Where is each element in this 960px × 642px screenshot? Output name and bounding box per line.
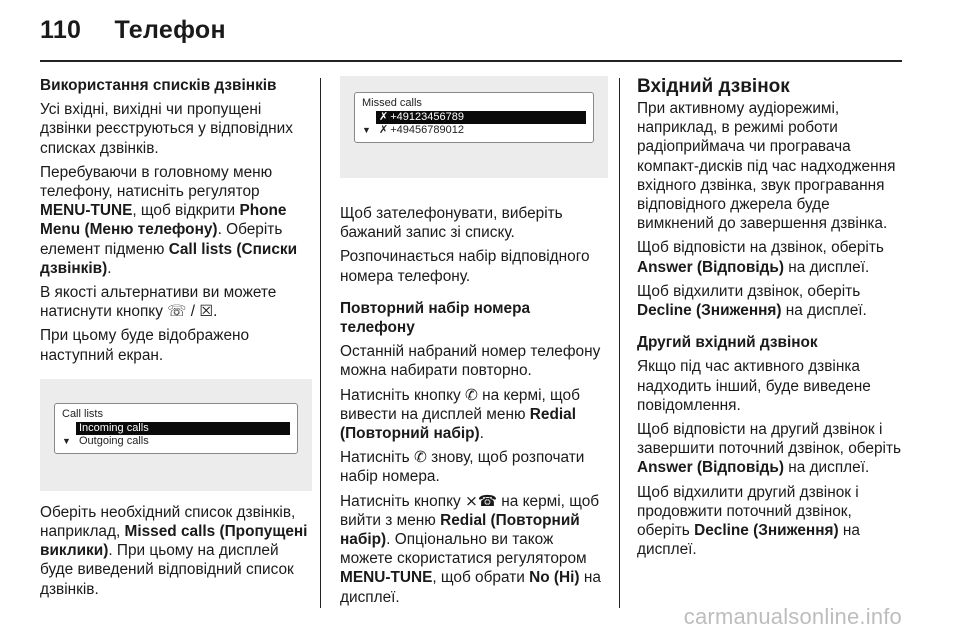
- menu-name: Phone Menu (Меню телефону): [40, 202, 287, 239]
- menu-name: Answer (Відповідь): [637, 258, 784, 276]
- paragraph: Якщо під час активного дзвінка надходить інший, буде виведене повідомлення.: [637, 358, 871, 414]
- section-title-redial: Повторний набір номера телефону: [340, 299, 531, 337]
- menu-name: Decline (Зниження): [637, 302, 782, 320]
- list-item: ▼ Outgoing calls: [62, 434, 149, 447]
- list-item-selected: ✗ +49123456789: [376, 111, 586, 124]
- paragraph: При активному аудіорежимі, наприклад, в режимі роботи радіоприймача чи програвача компакт-дисків під час надходження вхідного дзвінка, звук програвання відповідного джерела буде вимкнений до завершення дзвінка.: [637, 100, 896, 233]
- column-3: [637, 76, 905, 564]
- missed-call-icon: ✗: [379, 111, 389, 123]
- arrow-down-icon: ▼: [62, 435, 71, 446]
- paragraph: Останній набраний номер телефону можна набирати повторно.: [340, 343, 601, 380]
- paragraph: При цьому буде відображено наступний екран.: [40, 327, 250, 364]
- menu-name: No (Ні): [529, 569, 580, 587]
- missed-call-icon: ✗: [379, 124, 389, 136]
- display-title: Missed calls: [362, 97, 422, 109]
- list-item-selected: Incoming calls: [76, 422, 290, 435]
- paragraph: Розпочинається набір відповідного номера телефону.: [340, 248, 590, 285]
- phone-call-icon: ✆: [464, 386, 478, 404]
- display-screenshot-call-lists: [40, 379, 312, 491]
- page-title: Телефон: [114, 16, 226, 44]
- menu-name: Decline (Зниження): [694, 522, 839, 540]
- display-frame: [54, 403, 298, 454]
- paragraph: Натисніть кнопку ⨯☎ на кермі, щоб вийти з меню Redial (Повторний набір). Опціонально ви також можете скористатися регулятором MENU-TUNE, щоб обрати No (Ні) на дисплеї.: [340, 492, 601, 606]
- paragraph: Щоб відхилити другий дзвінок і продовжити поточний дзвінок, оберіть Decline (Зниження) на дисплеї.: [637, 483, 860, 559]
- section-title-call-lists: Використання списків дзвінків: [40, 77, 277, 94]
- menu-name: Call lists (Списки дзвінків): [40, 240, 298, 277]
- phone-call-icon: ✆: [413, 449, 427, 467]
- display-frame: [354, 92, 594, 143]
- section-title-incoming-call: Вхідний дзвінок: [637, 76, 790, 97]
- header-rule: [40, 60, 902, 62]
- arrow-down-icon: ▼: [362, 125, 371, 135]
- paragraph: Щоб відхилити дзвінок, оберіть Decline (Зниження) на дисплеї.: [637, 282, 867, 320]
- hang-up-icon: ⨯☎: [464, 492, 498, 510]
- menu-name: Redial (Повторний набір): [340, 511, 580, 549]
- menu-name: Answer (Відповідь): [637, 459, 784, 477]
- page-number: 110: [40, 16, 82, 44]
- page-header: [40, 16, 226, 45]
- paragraph: Оберіть необхідний список дзвінків, наприклад, Missed calls (Пропущені виклики). При цьому на дисплей буде виведений відповідний список дзвінків.: [40, 503, 308, 598]
- phone-icon: ☏ / ☒: [167, 303, 214, 321]
- column-divider-1: [320, 78, 321, 608]
- paragraph: Щоб відповісти на дзвінок, оберіть Answer (Відповідь) на дисплеї.: [637, 239, 884, 276]
- list-item: ▼ ✗ +49456789012: [362, 124, 464, 136]
- control-name: MENU-TUNE: [40, 202, 133, 220]
- menu-name: Missed calls (Пропущені виклики): [40, 523, 308, 560]
- paragraph: В якості альтернативи ви можете натиснути кнопку ☏ / ☒.: [40, 284, 277, 321]
- display-title: Call lists: [62, 407, 103, 420]
- paragraph: Натисніть кнопку ✆ на кермі, щоб вивести на дисплей меню Redial (Повторний набір).: [340, 386, 580, 443]
- list-item: [362, 111, 586, 124]
- column-1: [40, 76, 312, 604]
- paragraph: Щоб відповісти на другий дзвінок і завершити поточний дзвінок, оберіть Answer (Відповідь) на дисплеї.: [637, 421, 902, 477]
- watermark: carmanualsonline.info: [683, 604, 902, 629]
- paragraph: Натисніть ✆ знову, щоб розпочати набір номера.: [340, 449, 585, 486]
- control-name: MENU-TUNE: [340, 569, 433, 587]
- menu-name: Redial (Повторний набір): [340, 405, 576, 443]
- display-screenshot-missed-calls: [340, 76, 608, 178]
- paragraph: Перебуваючи в головному меню телефону, натисніть регулятор MENU-TUNE, щоб відкрити Phone Menu (Меню телефону). Оберіть елемент підменю Call lists (Списки дзвінків).: [40, 163, 298, 277]
- paragraph: Щоб зателефонувати, виберіть бажаний запис зі списку.: [340, 205, 563, 242]
- list-item: [62, 422, 290, 435]
- section-title-second-call: Другий вхідний дзвінок: [637, 334, 818, 352]
- paragraph: Усі вхідні, вихідні чи пропущені дзвінки реєструються у відповідних списках дзвінків.: [40, 101, 293, 157]
- column-2: [340, 76, 608, 612]
- column-divider-2: [619, 78, 620, 608]
